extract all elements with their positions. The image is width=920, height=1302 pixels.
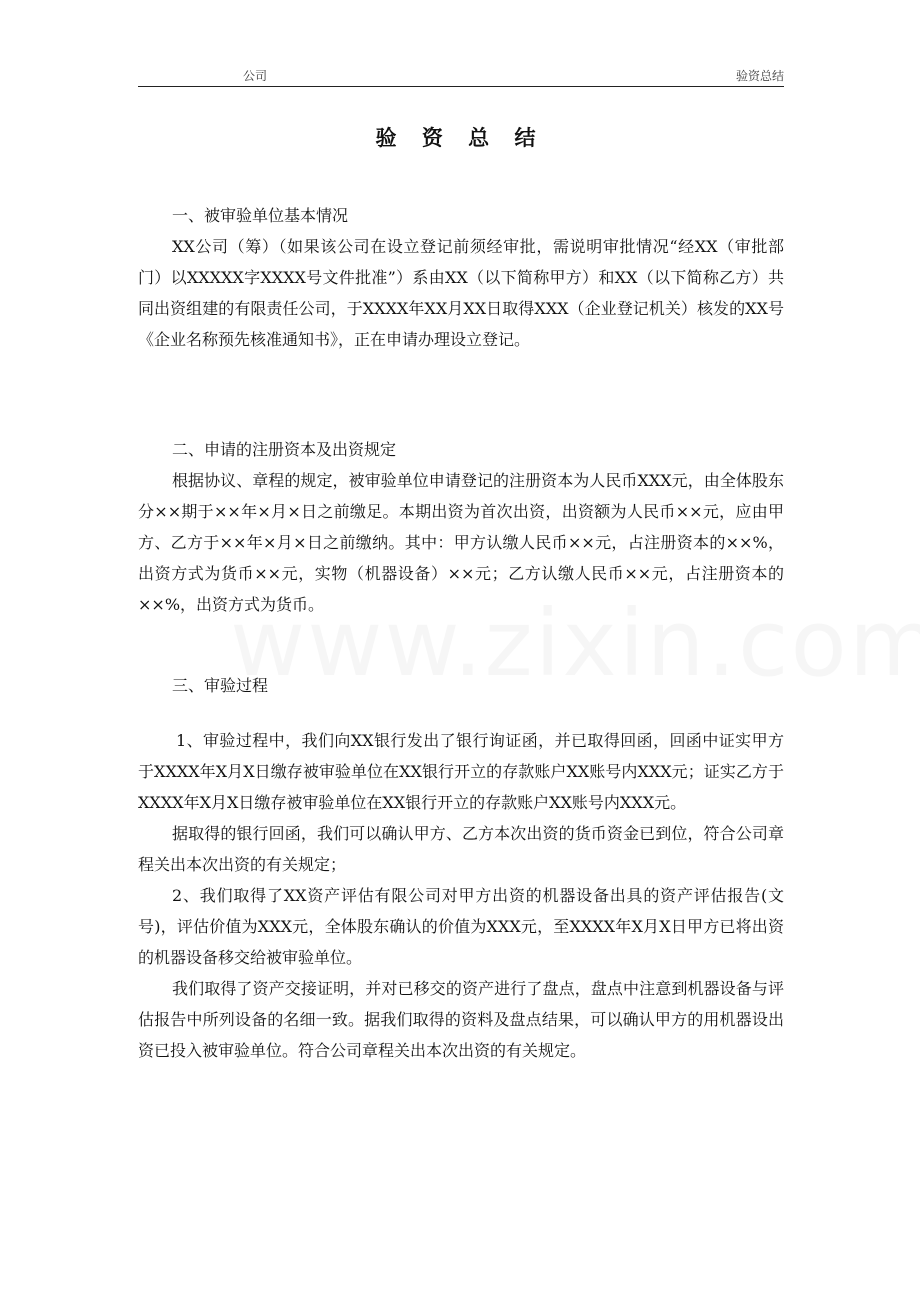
section2-body [138,465,784,620]
section1-body [138,231,784,355]
header-doc-title: 验资总结 [735,69,784,83]
section1-heading: 一、被审验单位基本情况 [172,206,349,225]
section3-body [138,725,784,1066]
section3-paragraph-2: 据取得的银行回函，我们可以确认甲方、乙方本次出资的货币资金已到位，符合公司章程关出本次出资的有关规定； [138,824,784,874]
header-company: 公司 [243,69,268,83]
section3-paragraph-1: 1、审验过程中，我们向XX银行发出了银行询证函，并已取得回函，回函中证实甲方于XXXX年X月X日缴存被审验单位在XX银行开立的存款账户XX账号内XXX元；证实乙方于XXXX年X月X日缴存被审验单位在XX银行开立的存款账户XX账号内XXX元。 [138,731,784,812]
section1-paragraph: XX公司（筹）（如果该公司在设立登记前须经审批，需说明审批情况“经XX（审批部门）以XXXXX字XXXX号文件批准”）系由XX（以下简称甲方）和XX（以下简称乙方）共同出资组建的有限责任公司，于XXXX年XX月XX日取得XXX（企业登记机关）核发的XX号《企业名称预先核准通知书》，正在申请办理设立登记。 [138,237,784,349]
page-header [138,64,784,87]
document-title: 验 资 总 结 [375,126,545,150]
section3-heading: 三、审验过程 [172,676,269,695]
section2-paragraph: 根据协议、章程的规定，被审验单位申请登记的注册资本为人民币XXX元，由全体股东分××期于××年×月×日之前缴足。本期出资为首次出资，出资额为人民币××元，应由甲方、乙方于××年×月×日之前缴纳。其中：甲方认缴人民币××元，占注册资本的××%，出资方式为货币××元，实物（机器设备）××元；乙方认缴人民币××元，占注册资本的××%，出资方式为货币。 [138,471,784,614]
section3-paragraph-4: 我们取得了资产交接证明，并对已移交的资产进行了盘点，盘点中注意到机器设备与评估报告中所列设备的名细一致。据我们取得的资料及盘点结果，可以确认甲方的用机器设出资已投入被审验单位。符合公司章程关出本次出资的有关规定。 [138,979,784,1060]
section3-paragraph-3: 2、我们取得了XX资产评估有限公司对甲方出资的机器设备出具的资产评估报告(文号)，评估价值为XXX元，全体股东确认的价值为XXX元，至XXXX年X月X日甲方已将出资的机器设备移交给被审验单位。 [138,886,784,967]
section2-heading: 二、申请的注册资本及出资规定 [172,440,397,459]
